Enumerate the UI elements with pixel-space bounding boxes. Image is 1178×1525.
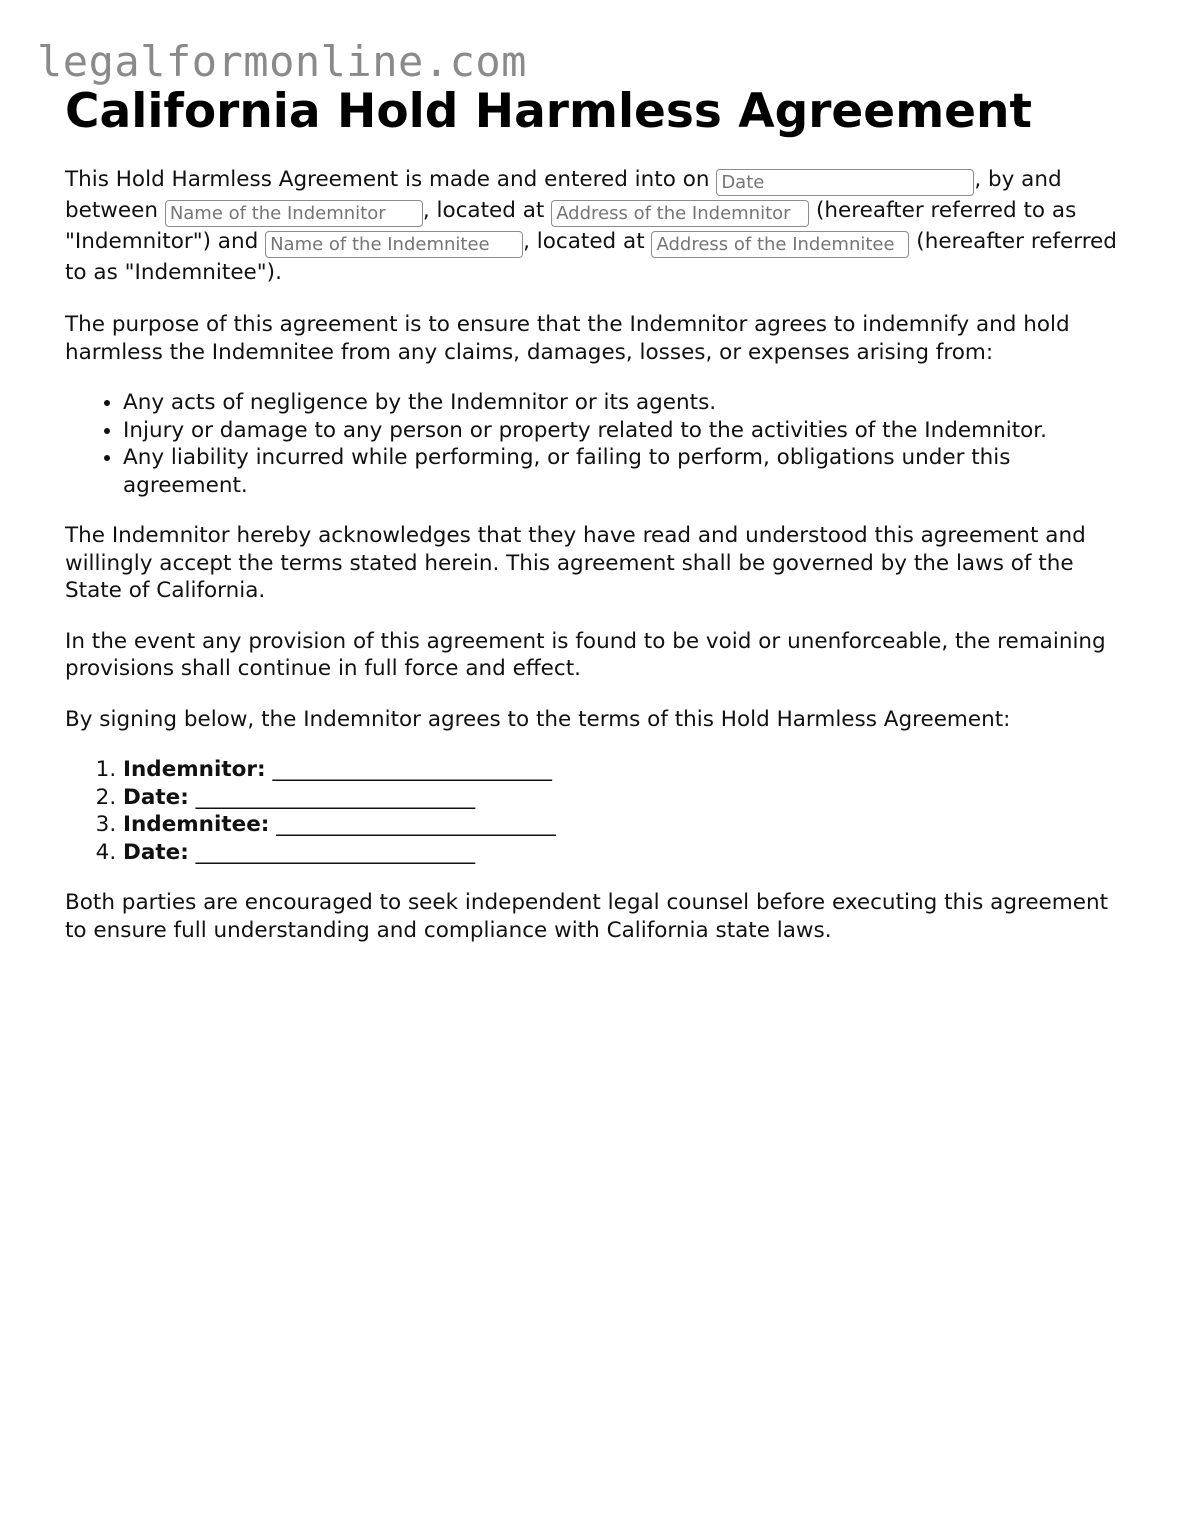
signature-list <box>65 756 1125 866</box>
signature-line: __________________________ <box>188 839 476 865</box>
signature-indemnitor <box>123 756 1125 784</box>
signature-line: __________________________ <box>188 784 476 810</box>
signature-label: Date: <box>123 784 189 810</box>
date-field[interactable] <box>716 169 974 196</box>
closing-paragraph: Both parties are encouraged to seek independent legal counsel before executing this agreement to ensure full understanding and compliance with California state laws. <box>65 890 1109 943</box>
signing-intro: By signing below, the Indemnitor agrees to the terms of this Hold Harmless Agreement: <box>65 706 1011 732</box>
signature-label: Indemnitor: <box>123 757 266 783</box>
list-item: • Any acts of negligence by the Indemnitor or its agents. <box>123 389 1125 417</box>
document-title: California Hold Harmless Agreement <box>65 84 1032 139</box>
signature-label: Date: <box>123 839 189 865</box>
intro-text-2: , by and between <box>65 167 1062 223</box>
indemnitor-name-field[interactable] <box>165 200 423 227</box>
purpose-paragraph: The purpose of this agreement is to ensure that the Indemnitor agrees to indemnify and hold harmless the Indemnitee from any claims, damages, losses, or expenses arising from: <box>65 312 1070 365</box>
indemnitee-name-field[interactable] <box>265 231 523 258</box>
indemnitor-address-field[interactable] <box>551 200 809 227</box>
document-body <box>65 84 1125 967</box>
signature-label: Indemnitee: <box>123 812 270 838</box>
site-watermark: legalformonline.com <box>37 37 527 86</box>
intro-paragraph <box>65 165 1125 288</box>
intro-text-4: (hereafter referred to as "Indemnitor") and <box>65 198 1077 254</box>
signature-indemnitee-date <box>123 839 1125 867</box>
acknowledgement-paragraph: The Indemnitor hereby acknowledges that they have read and understood this agreement and willingly accept the terms stated herein. This agreement shall be governed by the laws of the State of California. <box>65 523 1086 604</box>
list-item: • Any liability incurred while performing, or failing to perform, obligations under this agreement. <box>123 444 1125 499</box>
severability-paragraph: In the event any provision of this agreement is found to be void or unenforceable, the remaining provisions shall continue in full force and effect. <box>65 628 1106 682</box>
intro-text-6: (hereafter referred to as "Indemnitee"). <box>65 229 1117 285</box>
signature-line: __________________________ <box>265 757 552 783</box>
intro-text-5: , located at <box>523 229 652 254</box>
signature-indemnitee <box>123 811 1125 839</box>
intro-text-3: , located at <box>422 198 552 223</box>
indemnitee-address-field[interactable] <box>651 231 909 258</box>
list-item: • Injury or damage to any person or property related to the activities of the Indemnitor. <box>123 417 1125 445</box>
signature-indemnitor-date <box>123 784 1125 812</box>
claims-list <box>65 389 1125 499</box>
intro-text-1: This Hold Harmless Agreement is made and entered into on <box>65 167 717 192</box>
signature-line: __________________________ <box>269 812 556 838</box>
